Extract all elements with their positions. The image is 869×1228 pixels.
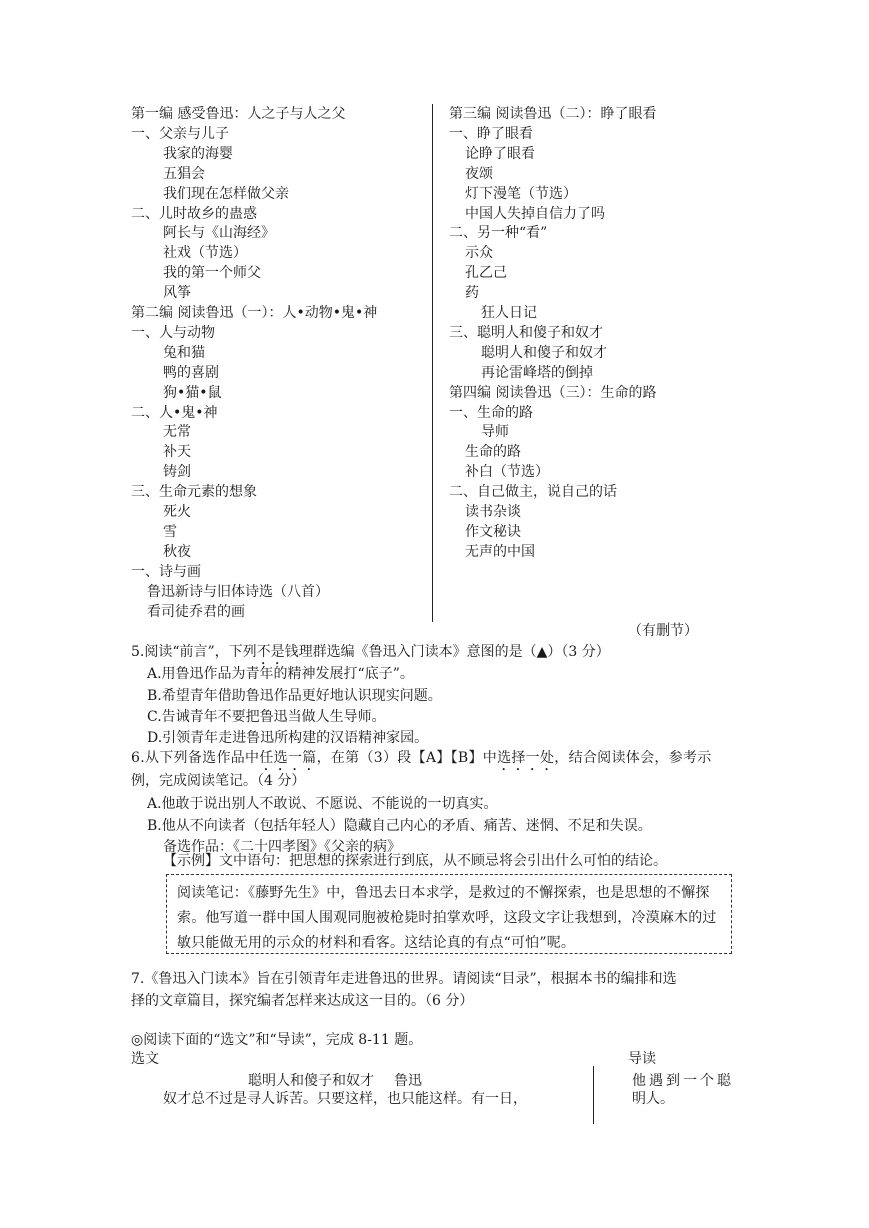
selection-title [248,1071,422,1091]
toc-right-entry: 示众 [465,245,493,262]
toc-left-entry: 无常 [163,424,191,441]
reading-note-text: 阅读笔记：《藤野先生》中，鲁迅去日本求学，是救过的不懈探索，也是思想的不懈探索。他写道一群中国人围观同胞被枪毙时拍掌欢呼，这段文字让我想到，冷漠麻木的过敏只能做无用的示众的材料和看客。这结论真的有点“可怕”呢。 [177,885,717,951]
toc-right-entry: 补白（节选） [465,464,549,481]
toc-right-entry: 夜颂 [465,165,493,182]
toc-right-entry: 一、生命的路 [449,404,533,421]
toc-left-entry: 一、诗与画 [131,563,201,580]
toc-left-entry: 鸭的喜剧 [163,364,219,381]
toc-right-entry: 导师 [481,424,509,441]
selection-author: 鲁迅 [394,1073,422,1089]
toc-abridged-note: （有删节） [628,623,698,639]
q6-stem-part2: ，在第（3）段【A】【B】中 [316,750,498,766]
q5-stem-part1: 5.阅读“前言”，下列 [131,644,257,660]
reading-note-box [166,874,732,954]
toc-left-entry: 社戏（节选） [163,245,247,262]
q5-option-c: C.告诫青年不要把鲁迅当做人生导师。 [147,709,386,725]
q5-option-d: D.引领青年走进鲁迅所构建的汉语精神家园。 [147,730,429,746]
toc-left-entry: 二、人•鬼•神 [131,404,218,421]
toc-left-entry: 阿长与《山海经》 [163,225,275,242]
selection-label: 选文 [131,1051,159,1067]
toc-right-entry: 聪明人和傻子和奴才 [481,344,607,361]
toc-left-entry: 一、人与动物 [131,324,215,341]
toc-left-entry: 风筝 [163,285,191,302]
q6-stem-line2: 例，完成阅读笔记。（4 分） [131,773,306,789]
toc-left-entry: 看司徒乔君的画 [147,603,245,620]
reading-intro: ◎阅读下面的“选文”和“导读”，完成 8-11 题。 [131,1032,423,1048]
guide-label: 导读 [628,1051,656,1067]
q5-stem-emphasis: 不是 [256,644,285,660]
toc-left-entry: 我家的海婴 [163,145,233,162]
toc-divider [432,104,433,622]
toc-right-entry: 灯下漫笔（节选） [465,185,577,202]
q7-stem-line1: 7.《鲁迅入门读本》旨在引领青年走进鲁迅的世界。请阅读“目录”，根据本书的编排和选 [131,971,677,987]
toc-right-entry: 二、自己做主，说自己的话 [449,484,617,501]
toc-left-entry: 狗•猫•鼠 [163,384,222,401]
toc-left-entry: 二、儿时故乡的蛊惑 [131,205,257,222]
toc-left-entry: 兔和猫 [163,344,205,361]
toc-right-entry: 无声的中国 [465,543,535,560]
q5-option-a: A.用鲁迅作品为青年的精神发展打“底子”。 [147,666,414,682]
toc-left-entry: 一、父亲与儿子 [131,125,229,142]
toc-right-entry: 第四编 阅读鲁迅（三）：生命的路 [449,384,657,401]
toc-right-entry: 二、另一种“看” [449,225,548,242]
q6-emphasis-2: 选择一处 [497,750,555,766]
q6-option-a: A.他敢于说出别人不敢说、不愿说、不能说的一切真实。 [147,796,498,812]
toc-left-entry: 补天 [163,444,191,461]
toc-right-entry: 中国人失掉自信力了吗 [465,205,605,222]
q6-example: 【示例】文中语句：把思想的探索进行到底，从不顾忌将会引出什么可怕的结论。 [163,853,667,869]
toc-right-entry: 论睁了眼看 [465,145,535,162]
q6-stem-part3: ，结合阅读体会，参考示 [554,750,712,766]
toc-right-entry: 第三编 阅读鲁迅（二）：睁了眼看 [449,106,657,122]
toc-right-entry: 三、聪明人和傻子和奴才 [449,324,603,341]
toc-left-entry: 第二编 阅读鲁迅（一）：人•动物•鬼•神 [131,305,378,321]
selection-first-line: 奴才总不过是寻人诉苦。只要这样，也只能这样。有一日， [163,1091,527,1107]
toc-left-entry: 雪 [163,523,177,540]
selection-title-text: 聪明人和傻子和奴才 [248,1073,374,1089]
toc-left-entry: 鲁迅新诗与旧体诗选（八首） [147,583,329,600]
toc-right-entry: 药 [465,285,479,302]
toc-right-entry: 孔乙己 [465,265,507,282]
toc-right-entry: 读书杂谈 [465,504,521,520]
toc-left-entry: 我的第一个师父 [163,265,261,282]
q5-option-b: B.希望青年借助鲁迅作品更好地认识现实问题。 [147,688,442,704]
guide-line-2: 明人。 [632,1091,674,1107]
q6-emphasis-1: 任选一篇 [259,750,317,766]
guide-line-1: 他遇到一个聪 [632,1073,734,1089]
q6-option-b: B.他从不向读者（包括年轻人）隐藏自己内心的矛盾、痛苦、迷惘、不足和失误。 [147,818,652,834]
toc-left-entry: 死火 [163,504,191,520]
q6-candidates: 备选作品：《二十四孝图》《父亲的病》 [163,839,401,855]
q6-stem-part1: 6.从下列备选作品中 [131,750,260,766]
toc-right-entry: 作文秘诀 [465,523,521,540]
toc-left-entry: 五猖会 [163,165,205,182]
q7-stem-line2: 择的文章篇目，探究编者怎样来达成这一目的。（6 分） [131,993,474,1009]
q5-stem-part2: 钱理群选编《鲁迅入门读本》意图的是（▲）（3 分） [284,644,610,660]
toc-right-entry: 一、睁了眼看 [449,125,533,142]
toc-left-entry: 铸剑 [163,464,191,481]
toc-right-entry: 生命的路 [465,444,521,461]
reading-divider [593,1066,594,1124]
toc-left-entry: 我们现在怎样做父亲 [163,185,289,202]
toc-left-entry: 三、生命元素的想象 [131,484,257,501]
toc-left-entry: 秋夜 [163,543,191,560]
toc-right-entry: 狂人日记 [481,305,537,321]
toc-left-entry: 第一编 感受鲁迅：人之子与人之父 [131,106,346,122]
toc-right-entry: 再论雷峰塔的倒掉 [481,364,593,381]
